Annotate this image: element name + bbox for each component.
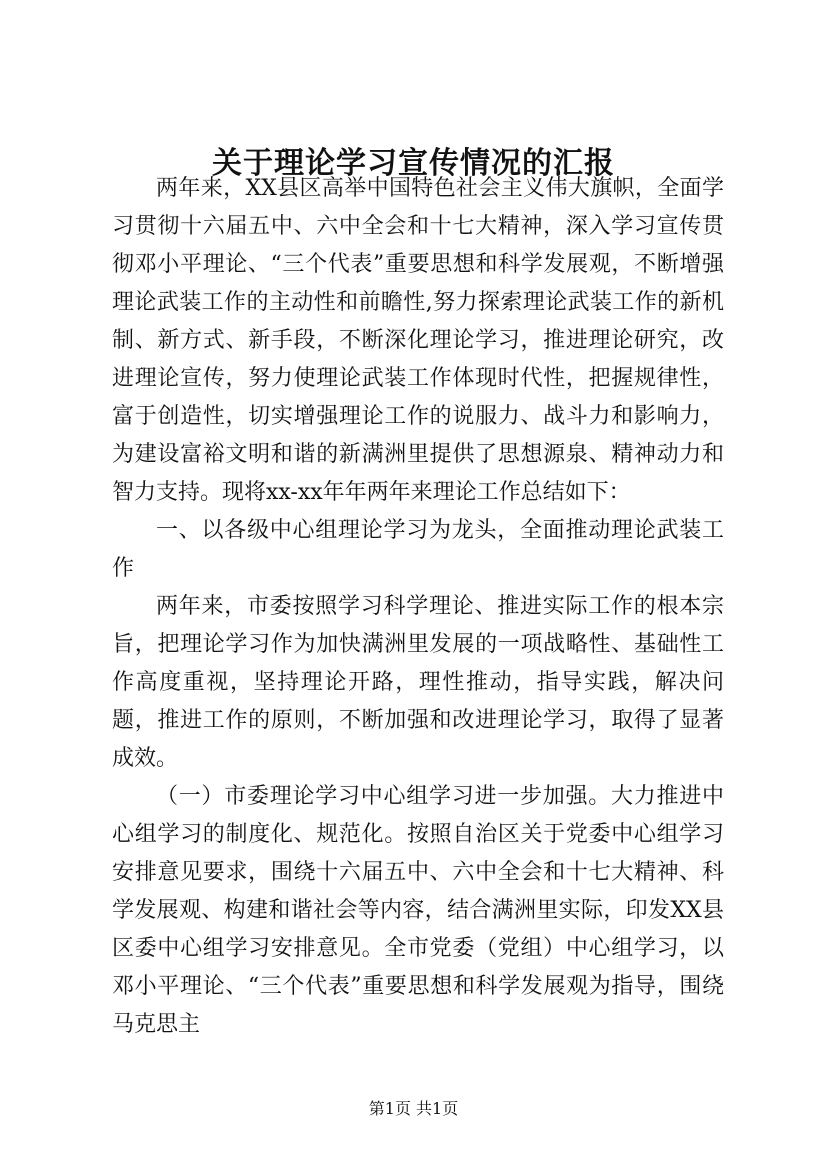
paragraph-section-1: 两年来，市委按照学习科学理论、推进实际工作的根本宗旨，把理论学习作为加快满洲里发展的一项战略性、基础性工作高度重视，坚持理论开路，理性推动，指导实践，解决问题，推进工作的原则，不断加强和改进理论学习，取得了显著成效。 [112, 594, 724, 771]
page-footer: 第1页 共1页 [368, 1099, 459, 1118]
paragraph-subsection-1: （一）市委理论学习中心组学习进一步加强。大力推进中心组学习的制度化、规范化。按照自治区关于党委中心组学习安排意见要求，围绕十六届五中、六中全会和十七大精神、科学发展观、构建和谐社会等内容，结合满洲里实际，印发XX县区委中心组学习安排意见。全市党委（党组）中心组学习，以邓小平理论、“三个代表”重要思想和科学发展观为指导，围绕马克思主 [112, 784, 724, 1037]
document-title: 关于理论学习宣传情况的汇报 [212, 146, 615, 181]
document-body [112, 170, 724, 1044]
paragraph-intro: 两年来，XX县区高举中国特色社会主义伟大旗帜，全面学习贯彻十六届五中、六中全会和十七大精神，深入学习宣传贯彻邓小平理论、“三个代表”重要思想和科学发展观，不断增强理论武装工作的主动性和前瞻性,努力探索理论武装工作的新机制、新方式、新手段，不断深化理论学习，推进理论研究，改进理论宣传，努力使理论武装工作体现时代性，把握规律性，富于创造性，切实增强理论工作的说服力、战斗力和影响力，为建设富裕文明和谐的新满洲里提供了思想源泉、精神动力和智力支持。现将xx-xx年年两年来理论工作总结如下： [112, 176, 724, 505]
section-heading-1: 一、以各级中心组理论学习为龙头，全面推动理论武装工作 [112, 518, 724, 581]
